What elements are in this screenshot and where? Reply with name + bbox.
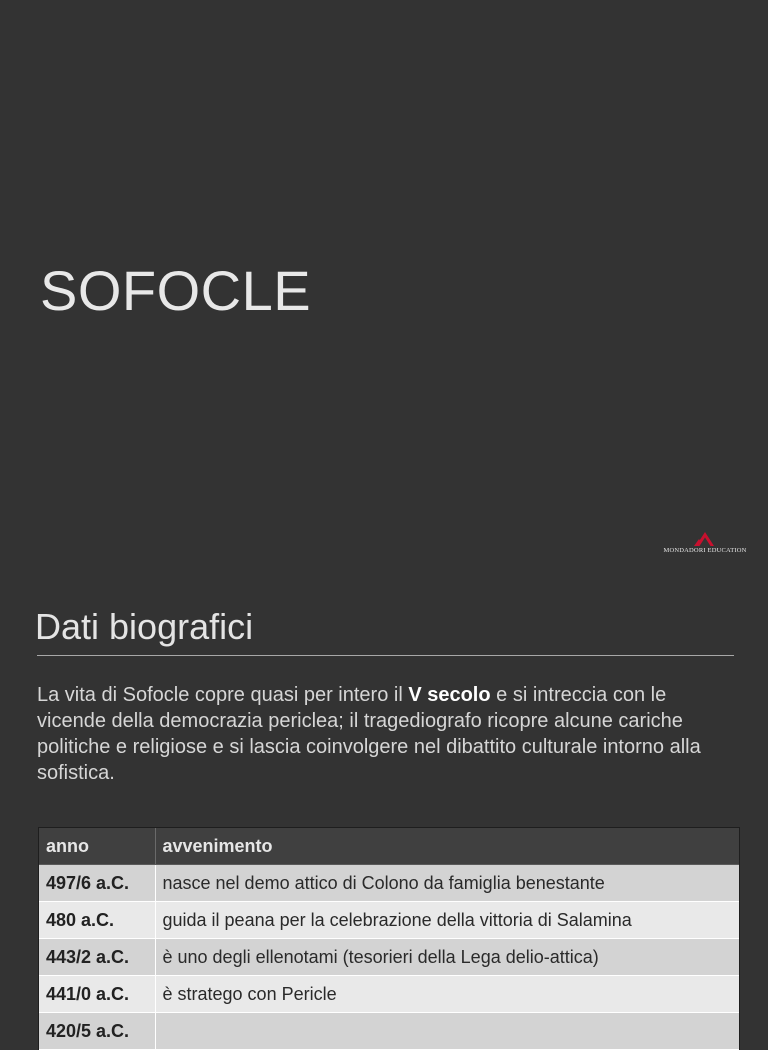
table-header-row	[39, 828, 739, 865]
intro-text-end: e si intreccia con le vicende della democrazia periclea; il tragediografo ricopre alcune cariche politiche e religiose e si lascia coinvolgere nel dibattito culturale intorno alla sofistica.	[37, 684, 701, 784]
table-row	[39, 1013, 739, 1050]
slide-title: SOFOCLE	[40, 259, 312, 322]
table-row	[39, 976, 739, 1013]
intro-paragraph	[37, 682, 737, 786]
column-header-year: anno	[39, 828, 155, 865]
table-row	[39, 865, 739, 902]
year-cell: 497/6 a.C.	[39, 865, 155, 902]
column-header-event: avvenimento	[155, 828, 739, 865]
year-cell: 441/0 a.C.	[39, 976, 155, 1013]
event-cell: guida il peana per la celebrazione della vittoria di Salamina	[155, 902, 739, 939]
title-divider	[37, 655, 734, 656]
event-cell: è uno degli ellenotami (tesorieri della Lega delio-attica)	[155, 939, 739, 976]
event-cell	[155, 1013, 739, 1050]
event-cell: nasce nel demo attico di Colono da famiglia benestante	[155, 865, 739, 902]
intro-bold-century: V secolo	[408, 684, 491, 706]
timeline-table	[39, 828, 739, 1050]
section-title: Dati biografici	[35, 606, 254, 647]
event-cell: è stratego con Pericle	[155, 976, 739, 1013]
biography-slide	[0, 576, 768, 1041]
year-cell: 443/2 a.C.	[39, 939, 155, 976]
table-row	[39, 902, 739, 939]
logo-text: MONDADORI EDUCATION	[663, 547, 747, 554]
table-row	[39, 939, 739, 976]
publisher-logo	[660, 532, 750, 560]
timeline-table-container	[38, 827, 740, 1050]
mondadori-logo-icon	[694, 532, 716, 546]
intro-text-start: La vita di Sofocle copre quasi per intero il	[37, 684, 409, 706]
year-cell: 420/5 a.C.	[39, 1013, 155, 1050]
year-cell: 480 a.C.	[39, 902, 155, 939]
